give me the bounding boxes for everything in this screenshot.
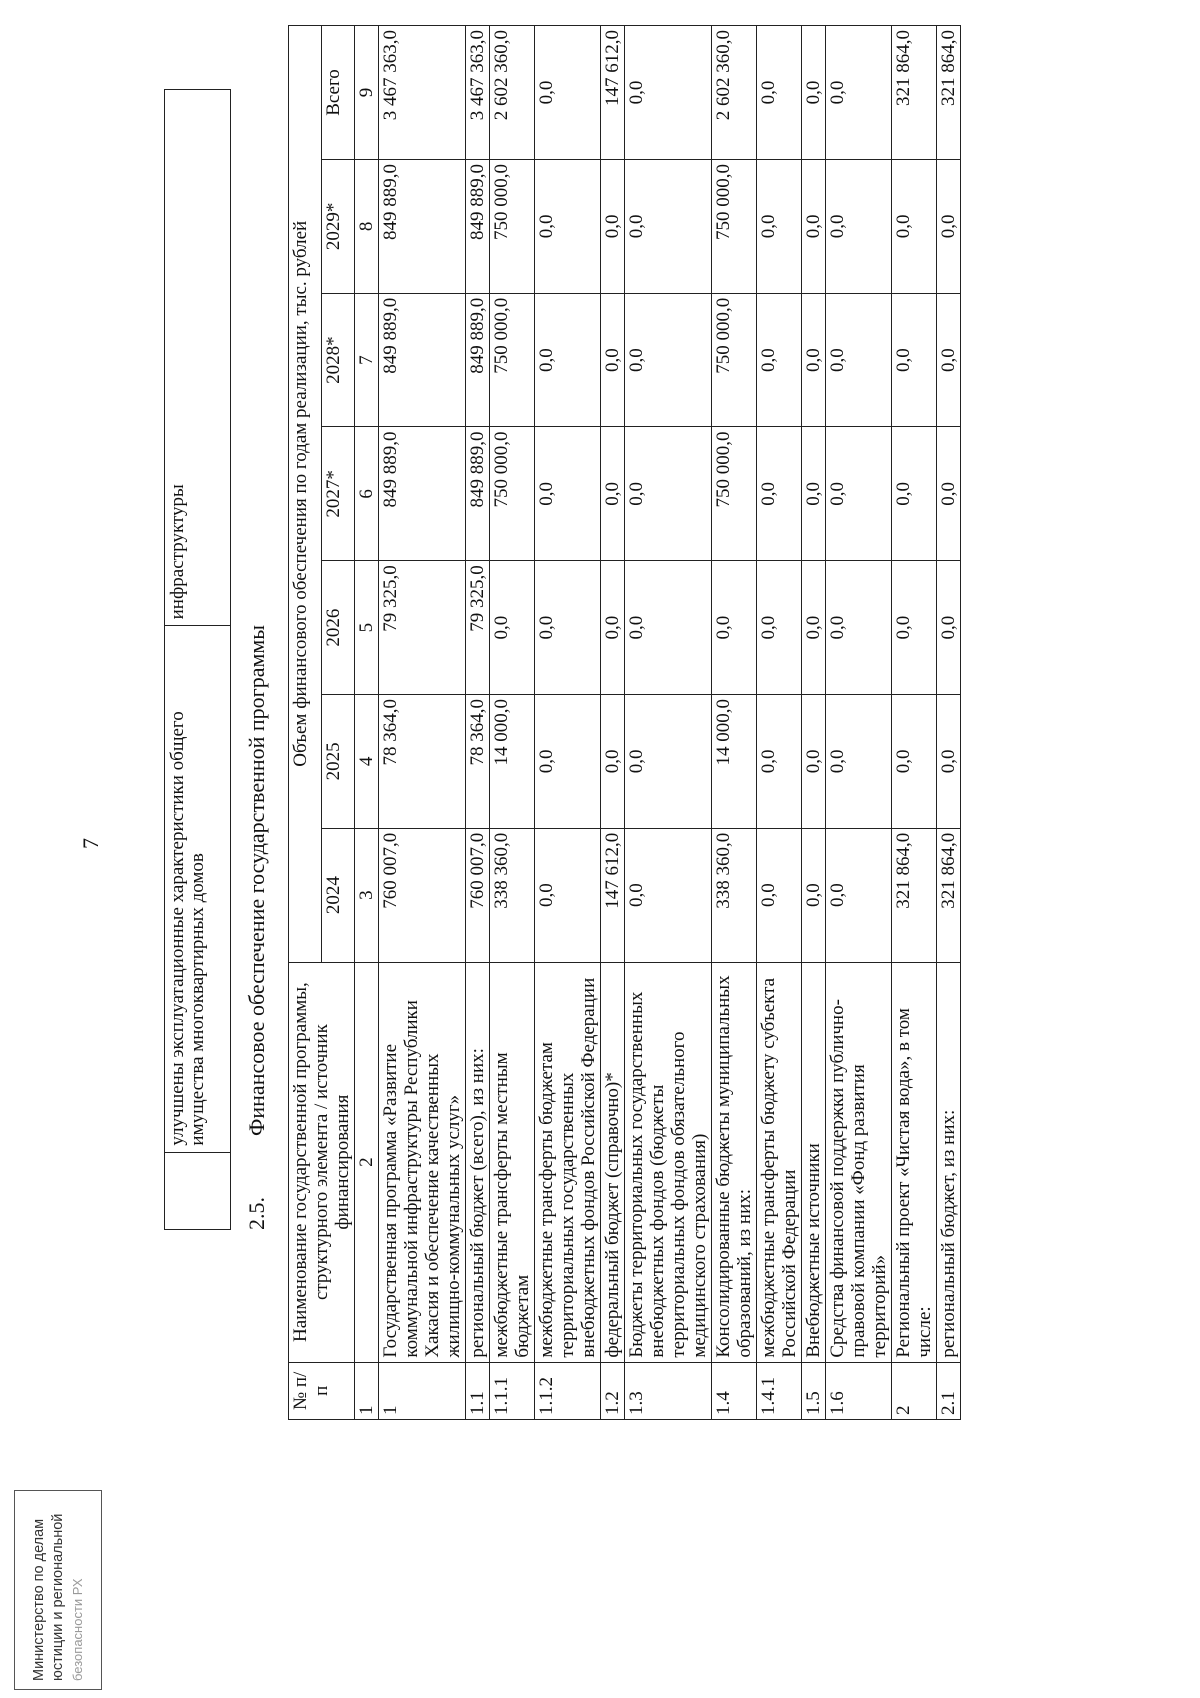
table-row <box>757 26 802 1420</box>
row-value: 321 864,0 <box>892 828 937 962</box>
row-value: 0,0 <box>826 293 892 427</box>
row-total: 3 467 363,0 <box>466 26 490 160</box>
table-row <box>165 90 231 1230</box>
header-volume: Объем финансового обеспечения по годам реализации, тыс. рублей <box>289 26 322 963</box>
header-year: 2025 <box>322 695 355 829</box>
header-year: 2028* <box>322 293 355 427</box>
header-row <box>289 26 322 1420</box>
continuation-cell-3: инфраструктуры <box>165 90 231 626</box>
col-number: 7 <box>355 293 379 427</box>
row-number: 1.2 <box>601 1362 625 1419</box>
row-number: 1.1 <box>466 1362 490 1419</box>
row-name: федеральный бюджет (справочно)* <box>601 962 625 1362</box>
row-value: 78 364,0 <box>466 695 490 829</box>
table-row <box>712 26 757 1420</box>
row-value: 0,0 <box>625 561 712 695</box>
row-value: 0,0 <box>937 159 961 293</box>
table-row <box>802 26 826 1420</box>
row-total: 0,0 <box>625 26 712 160</box>
row-total: 2 602 360,0 <box>712 26 757 160</box>
row-value: 849 889,0 <box>379 293 466 427</box>
header-no: № п/п <box>289 1362 355 1419</box>
row-value: 0,0 <box>757 561 802 695</box>
row-total: 0,0 <box>757 26 802 160</box>
table-row <box>601 26 625 1420</box>
row-value: 0,0 <box>757 427 802 561</box>
stamp-line-1: Министерство по делам <box>30 1518 47 1681</box>
continuation-table <box>164 89 231 1230</box>
row-value: 750 000,0 <box>490 293 535 427</box>
header-year: 2024 <box>322 828 355 962</box>
col-number: 4 <box>355 695 379 829</box>
row-value: 0,0 <box>802 561 826 695</box>
row-value: 0,0 <box>892 293 937 427</box>
row-value: 0,0 <box>802 828 826 962</box>
row-number: 1.5 <box>802 1362 826 1419</box>
row-number: 1 <box>379 1362 466 1419</box>
row-value: 849 889,0 <box>379 427 466 561</box>
row-value: 0,0 <box>535 427 601 561</box>
row-name: Бюджеты территориальных государственных внебюджетных фондов (бюджеты территориальных фондов обязательного медицинского страхования) <box>625 962 712 1362</box>
row-value: 0,0 <box>757 293 802 427</box>
row-number: 1.4.1 <box>757 1362 802 1419</box>
row-value: 0,0 <box>757 695 802 829</box>
row-name: региональный бюджет (всего), из них: <box>466 962 490 1362</box>
row-value: 0,0 <box>937 695 961 829</box>
row-value: 0,0 <box>601 293 625 427</box>
col-number: 1 <box>355 1362 379 1419</box>
continuation-cell-2: улучшены эксплуатационные характеристики общего имущества многоквартирных домов <box>165 626 231 1152</box>
row-value: 0,0 <box>826 561 892 695</box>
row-value: 147 612,0 <box>601 828 625 962</box>
row-value: 0,0 <box>535 293 601 427</box>
table-row <box>466 26 490 1420</box>
row-value: 760 007,0 <box>466 828 490 962</box>
row-value: 0,0 <box>802 695 826 829</box>
header-year: 2026 <box>322 561 355 695</box>
row-value: 0,0 <box>937 427 961 561</box>
col-number: 2 <box>355 962 379 1362</box>
row-value: 0,0 <box>535 828 601 962</box>
section-number: 2.5. <box>244 1197 269 1230</box>
row-name: Средства финансовой поддержки публично-правовой компании «Фонд развития территорий» <box>826 962 892 1362</box>
row-value: 0,0 <box>826 695 892 829</box>
row-value: 0,0 <box>625 293 712 427</box>
registration-stamp <box>14 1490 102 1690</box>
row-value: 338 360,0 <box>712 828 757 962</box>
row-value: 0,0 <box>802 427 826 561</box>
row-value: 849 889,0 <box>466 427 490 561</box>
row-value: 750 000,0 <box>712 427 757 561</box>
row-value: 0,0 <box>535 695 601 829</box>
row-total: 0,0 <box>826 26 892 160</box>
table-row <box>379 26 466 1420</box>
table-row <box>625 26 712 1420</box>
row-total: 3 467 363,0 <box>379 26 466 160</box>
table-row <box>826 26 892 1420</box>
row-value: 0,0 <box>892 159 937 293</box>
continuation-cell-1 <box>165 1152 231 1229</box>
row-value: 849 889,0 <box>466 293 490 427</box>
row-value: 0,0 <box>535 159 601 293</box>
stamp-line-2: юстиции и региональной <box>49 1513 66 1681</box>
row-total: 147 612,0 <box>601 26 625 160</box>
section-heading <box>244 625 270 1230</box>
col-number: 9 <box>355 26 379 160</box>
row-number: 2.1 <box>937 1362 961 1419</box>
table-row <box>535 26 601 1420</box>
row-value: 0,0 <box>826 828 892 962</box>
row-name: Государственная программа «Развитие коммунальной инфраструктуры Республики Хакасия и обеспечение качественных жилищно-коммунальных услуг» <box>379 962 466 1362</box>
row-name: межбюджетные трансферты местным бюджетам <box>490 962 535 1362</box>
row-value: 14 000,0 <box>490 695 535 829</box>
row-value: 750 000,0 <box>712 293 757 427</box>
column-number-row <box>355 26 379 1420</box>
row-value: 849 889,0 <box>466 159 490 293</box>
row-total: 321 864,0 <box>937 26 961 160</box>
row-name: Консолидированные бюджеты муниципальных образований, из них: <box>712 962 757 1362</box>
row-number: 1.3 <box>625 1362 712 1419</box>
row-value: 0,0 <box>757 828 802 962</box>
row-value: 0,0 <box>625 828 712 962</box>
row-value: 0,0 <box>826 427 892 561</box>
row-value: 0,0 <box>625 695 712 829</box>
col-number: 3 <box>355 828 379 962</box>
financing-table-body <box>379 26 961 1420</box>
page-number: 7 <box>78 838 103 849</box>
table-row <box>892 26 937 1420</box>
row-value: 338 360,0 <box>490 828 535 962</box>
header-total: Всего <box>322 26 355 160</box>
header-year: 2029* <box>322 159 355 293</box>
row-value: 0,0 <box>937 561 961 695</box>
row-name: региональный бюджет, из них: <box>937 962 961 1362</box>
row-number: 1.4 <box>712 1362 757 1419</box>
row-value: 849 889,0 <box>379 159 466 293</box>
row-value: 0,0 <box>625 159 712 293</box>
row-value: 760 007,0 <box>379 828 466 962</box>
financing-table <box>288 25 961 1420</box>
table-row <box>490 26 535 1420</box>
row-value: 750 000,0 <box>712 159 757 293</box>
row-value: 0,0 <box>625 427 712 561</box>
col-number: 8 <box>355 159 379 293</box>
row-total: 2 602 360,0 <box>490 26 535 160</box>
row-value: 0,0 <box>757 159 802 293</box>
stamp-line-3: безопасности РХ <box>69 1578 85 1681</box>
header-year: 2027* <box>322 427 355 561</box>
col-number: 6 <box>355 427 379 561</box>
row-value: 0,0 <box>535 561 601 695</box>
row-value: 0,0 <box>601 427 625 561</box>
row-value: 79 325,0 <box>466 561 490 695</box>
section-title: Финансовое обеспечение государственной программы <box>244 624 269 1136</box>
row-value: 14 000,0 <box>712 695 757 829</box>
row-number: 1.1.2 <box>535 1362 601 1419</box>
row-value: 78 364,0 <box>379 695 466 829</box>
row-total: 0,0 <box>535 26 601 160</box>
row-value: 0,0 <box>490 561 535 695</box>
col-number: 5 <box>355 561 379 695</box>
row-number: 1.1.1 <box>490 1362 535 1419</box>
row-value: 0,0 <box>892 427 937 561</box>
row-value: 79 325,0 <box>379 561 466 695</box>
row-value: 321 864,0 <box>937 828 961 962</box>
row-value: 0,0 <box>826 159 892 293</box>
row-name: Внебюджетные источники <box>802 962 826 1362</box>
row-total: 321 864,0 <box>892 26 937 160</box>
row-value: 0,0 <box>601 695 625 829</box>
row-value: 0,0 <box>601 159 625 293</box>
row-number: 1.6 <box>826 1362 892 1419</box>
row-total: 0,0 <box>802 26 826 160</box>
row-number: 2 <box>892 1362 937 1419</box>
row-value: 0,0 <box>712 561 757 695</box>
row-value: 0,0 <box>601 561 625 695</box>
row-value: 0,0 <box>937 293 961 427</box>
row-name: Региональный проект «Чистая вода», в том числе: <box>892 962 937 1362</box>
row-value: 0,0 <box>802 293 826 427</box>
row-value: 0,0 <box>892 561 937 695</box>
header-name: Наименование государственной программы, структурного элемента / источник финансирования <box>289 962 355 1362</box>
row-value: 750 000,0 <box>490 427 535 561</box>
row-value: 0,0 <box>892 695 937 829</box>
row-value: 0,0 <box>802 159 826 293</box>
table-row <box>937 26 961 1420</box>
row-value: 750 000,0 <box>490 159 535 293</box>
row-name: межбюджетные трансферты бюджетам территориальных государственных внебюджетных фондов Российской Федерации <box>535 962 601 1362</box>
row-name: межбюджетные трансферты бюджету субъекта Российской Федерации <box>757 962 802 1362</box>
